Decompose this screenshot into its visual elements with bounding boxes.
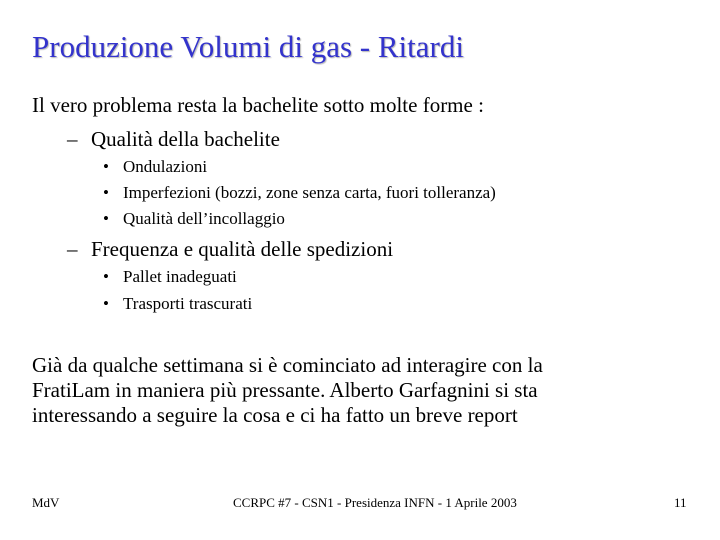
dash-marker: – bbox=[67, 127, 78, 151]
section-label: Frequenza e qualità delle spedizioni bbox=[91, 237, 394, 261]
list-item-text: Imperfezioni (bozzi, zone senza carta, fuori tolleranza) bbox=[123, 183, 496, 202]
footer-event: CCRPC #7 - CSN1 - Presidenza INFN - 1 Aprile 2003 bbox=[233, 495, 517, 510]
section-label: Qualità della bachelite bbox=[91, 127, 280, 151]
body-paragraph bbox=[32, 353, 672, 428]
slide-title: Produzione Volumi di gas - Ritardi bbox=[32, 29, 464, 64]
section-quality bbox=[67, 127, 280, 152]
bullet-marker: • bbox=[103, 157, 109, 176]
list-item-text: Ondulazioni bbox=[123, 157, 208, 176]
list-item-text: Pallet inadeguati bbox=[123, 267, 237, 286]
bullet-marker: • bbox=[103, 294, 109, 313]
list-item-text: Qualità dell’incollaggio bbox=[123, 209, 285, 228]
list-item bbox=[103, 209, 285, 229]
list-item bbox=[103, 267, 237, 287]
page-number: 11 bbox=[674, 495, 687, 510]
list-item bbox=[103, 294, 252, 314]
paragraph-line: FratiLam in maniera più pressante. Alberto Garfagnini si sta bbox=[32, 378, 538, 402]
bullet-marker: • bbox=[103, 183, 109, 202]
paragraph-line: interessando a seguire la cosa e ci ha fatto un breve report bbox=[32, 403, 518, 427]
intro-text: Il vero problema resta la bachelite sotto molte forme : bbox=[32, 93, 484, 117]
dash-marker: – bbox=[67, 237, 78, 261]
footer-author: MdV bbox=[32, 495, 60, 510]
list-item-text: Trasporti trascurati bbox=[123, 294, 253, 313]
list-item bbox=[103, 183, 496, 203]
bullet-marker: • bbox=[103, 209, 109, 228]
paragraph-line: Già da qualche settimana si è cominciato ad interagire con la bbox=[32, 353, 543, 377]
list-item bbox=[103, 157, 207, 177]
section-shipments bbox=[67, 237, 393, 262]
bullet-marker: • bbox=[103, 267, 109, 286]
